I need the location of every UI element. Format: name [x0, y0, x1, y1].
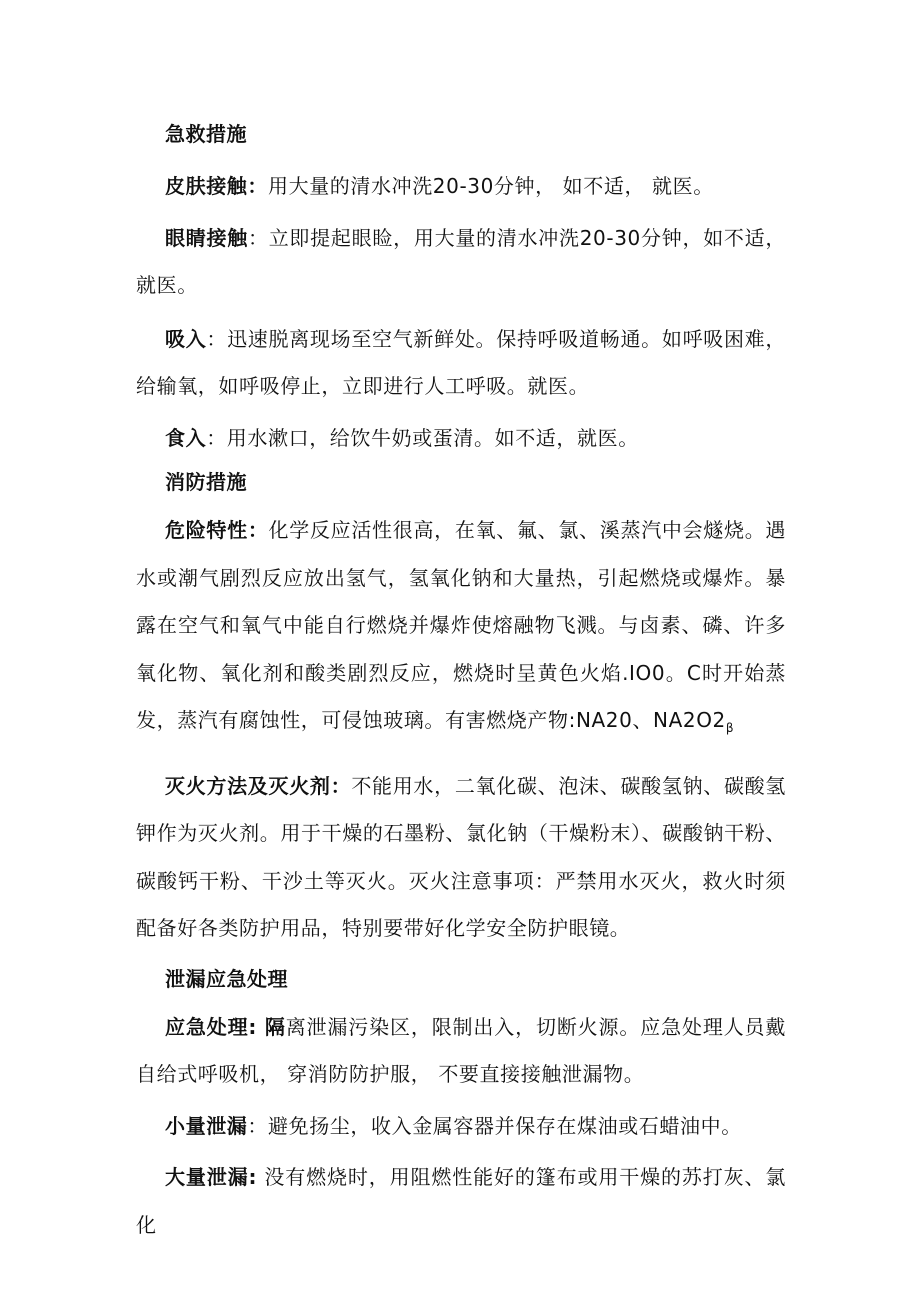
paragraph-skin-contact [136, 163, 786, 211]
term-large-spill: 大量泄漏: [165, 1165, 258, 1189]
paragraph-eye-contact [136, 215, 786, 310]
term-eye-contact: 眼睛接触 [165, 225, 248, 250]
text-skin-contact: 用大量的清水冲洗20-30分钟， 如不适， 就医。 [268, 174, 714, 198]
section-heading-fire-fighting: 消防措施 [165, 470, 247, 494]
term-ingestion: 食入 [165, 425, 207, 450]
term-hazard-properties: 危险特性： [165, 518, 269, 542]
paragraph-emergency-handling [136, 1004, 786, 1099]
section-heading-spill-response: 泄漏应急处理 [165, 966, 288, 991]
subscript-mark: β [725, 721, 735, 735]
term-extinguishing: 灭火方法及灭火剂： [165, 773, 352, 798]
paragraph-extinguishing [136, 763, 786, 953]
text-large-spill: 没有燃烧时，用阻燃性能好的篷布或用干燥的苏打灰、氯化 [136, 1165, 786, 1237]
term-skin-contact: 皮肤接触： [165, 174, 268, 198]
paragraph-small-spill [136, 1103, 786, 1151]
paragraph-large-spill [136, 1154, 786, 1249]
text-ingestion: ：用水漱口，给饮牛奶或蛋清。如不适，就医。 [206, 425, 639, 450]
term-emergency-handling: 应急处理: 隔 [165, 1014, 286, 1039]
paragraph-hazard-properties [136, 507, 786, 753]
text-hazard-properties: 化学反应活性很高，在氧、氟、氯、溪蒸汽中会燧烧。遇水或潮气剧烈反应放出氢气，氢氧化钠和大量热，引起燃烧或爆炸。暴露在空气和氧气中能自行燃烧并爆炸使熔融物飞溅。与卤素、磷、许多氧化物、氧化剂和酸类剧烈反应，燃烧时呈黄色火焰.IO0。C时开始蒸发，蒸汽有腐蚀性，可侵蚀玻璃。有害燃烧产物:NA20、NA2O2 [136, 518, 787, 732]
text-small-spill: ：避免扬尘，收入金属容器并保存在煤油或石蜡油中。 [247, 1113, 742, 1138]
term-inhalation: 吸入 [165, 326, 207, 351]
text-eye-contact: ：立即提起眼睑，用大量的清水冲洗20-30分钟，如不适，就医。 [136, 225, 786, 297]
text-emergency-handling: 离泄漏污染区，限制出入，切断火源。应急处理人员戴自给式呼吸机， 穿消防防护服， 不要直接接触泄漏物。 [136, 1014, 786, 1086]
section-heading-first-aid: 急救措施 [165, 122, 247, 146]
paragraph-inhalation [136, 316, 786, 411]
text-inhalation: ：迅速脱离现场至空气新鲜处。保持呼吸道畅通。如呼吸困难，给输氧，如呼吸停止，立即进行人工呼吸。就医。 [136, 326, 786, 398]
text-extinguishing: 不能用水，二氧化碳、泡沫、碳酸氢钠、碳酸氢钾作为灭火剂。用于干燥的石墨粉、氯化钠（干燥粉末）、碳酸钠干粉、碳酸钙干粉、干沙土等灭火。灭火注意事项：严禁用水灭火，救火时须配备好各类防护用品，特别要带好化学安全防护眼镜。 [136, 773, 786, 940]
term-small-spill: 小量泄漏 [165, 1113, 248, 1138]
paragraph-ingestion [136, 415, 786, 463]
